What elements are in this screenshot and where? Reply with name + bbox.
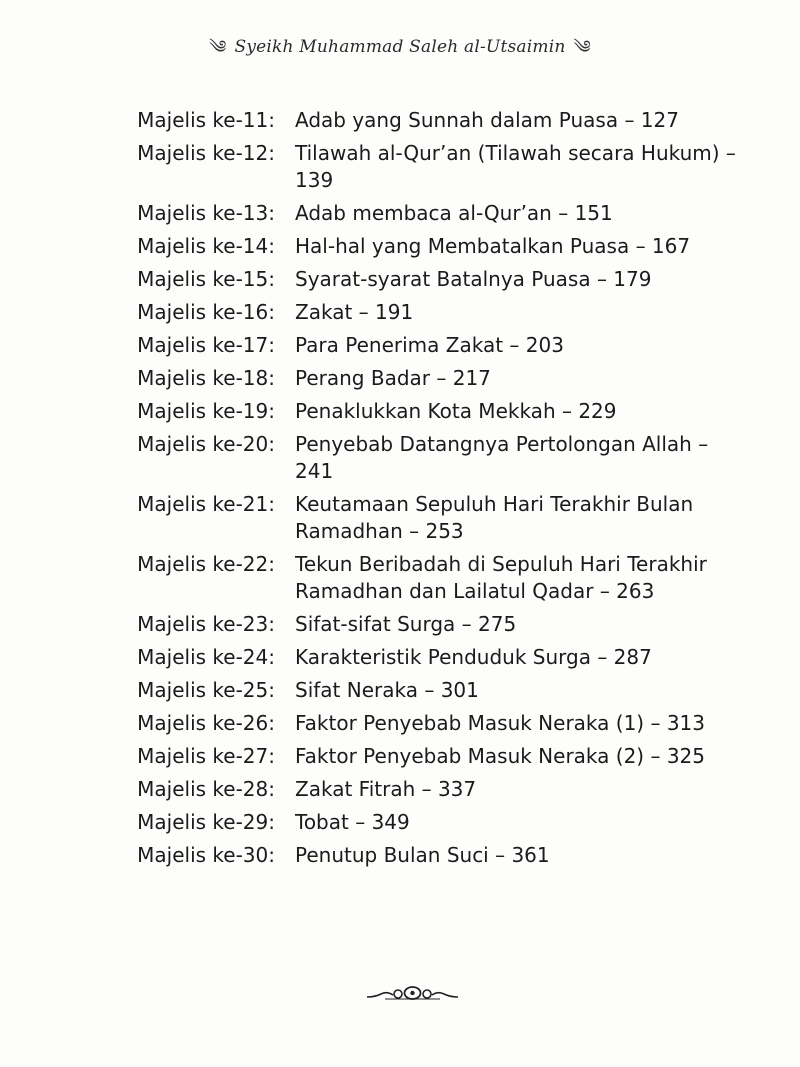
toc-entry-label: Majelis ke-27: [137,744,275,768]
toc-entry-title: Tobat – 349 [295,810,410,834]
toc-entry-label: Majelis ke-30: [137,843,275,867]
toc-entry-title: Para Penerima Zakat – 203 [295,333,564,357]
toc-entry-title: Adab membaca al-Qur’an – 151 [295,201,613,225]
running-header [0,28,800,78]
toc-entry-title: Penutup Bulan Suci – 361 [295,843,550,867]
toc-entry-title: Faktor Penyebab Masuk Neraka (2) – 325 [295,744,705,768]
toc-entry [100,365,740,392]
toc-entry [100,398,740,425]
toc-entry-label: Majelis ke-22: [137,552,275,576]
toc-entry-label: Majelis ke-28: [137,777,275,801]
toc-entry [100,677,740,704]
toc-entry [100,140,740,194]
toc-entry [100,611,740,638]
toc-entry-label: Majelis ke-29: [137,810,275,834]
toc-entry-title: Tilawah al-Qur’an (Tilawah secara Hukum) – 139 [295,141,736,192]
toc-entry-title: Zakat Fitrah – 337 [295,777,477,801]
toc-entry-label: Majelis ke-18: [137,366,275,390]
toc-entry [100,551,740,605]
toc-entry [100,644,740,671]
toc-entry [100,710,740,737]
toc-entry-label: Majelis ke-12: [137,141,275,165]
toc-entry-label: Majelis ke-14: [137,234,275,258]
toc-entry [100,809,740,836]
toc-entry [100,491,740,545]
toc-entry [100,431,740,485]
toc-entry-title: Sifat-sifat Surga – 275 [295,612,517,636]
toc-entry [100,743,740,770]
toc-entry-label: Majelis ke-15: [137,267,275,291]
toc-entry-label: Majelis ke-26: [137,711,275,735]
toc-entry-title: Hal-hal yang Membatalkan Puasa – 167 [295,234,691,258]
header-author: Syeikh Muhammad Saleh al-Utsaimin [234,37,566,57]
toc-entry-title: Adab yang Sunnah dalam Puasa – 127 [295,108,679,132]
table-of-contents [100,107,740,875]
toc-entry-title: Faktor Penyebab Masuk Neraka (1) – 313 [295,711,705,735]
toc-entry [100,842,740,869]
toc-entry-label: Majelis ke-16: [137,300,275,324]
toc-entry [100,776,740,803]
toc-entry [100,107,740,134]
toc-entry [100,266,740,293]
toc-entry [100,233,740,260]
toc-entry-label: Majelis ke-25: [137,678,275,702]
toc-entry-label: Majelis ke-21: [137,492,275,516]
toc-entry-title: Syarat-syarat Batalnya Puasa – 179 [295,267,652,291]
toc-entry-label: Majelis ke-20: [137,432,275,456]
toc-entry-label: Majelis ke-19: [137,399,275,423]
toc-entry-title: Tekun Beribadah di Sepuluh Hari Terakhir Ramadhan dan Lailatul Qadar – 263 [295,552,707,603]
toc-entry-title: Zakat – 191 [295,300,414,324]
toc-entry [100,332,740,359]
toc-entry-label: Majelis ke-17: [137,333,275,357]
toc-entry-label: Majelis ke-23: [137,612,275,636]
toc-entry-title: Sifat Neraka – 301 [295,678,479,702]
swirl-ornament-left-icon: ༄ [209,37,227,58]
toc-entry-title: Karakteristik Penduduk Surga – 287 [295,645,652,669]
toc-entry-title: Keutamaan Sepuluh Hari Terakhir Bulan Ramadhan – 253 [295,492,694,543]
toc-entry [100,200,740,227]
decorative-divider-icon [365,982,460,1004]
toc-entry-label: Majelis ke-24: [137,645,275,669]
toc-entry [100,299,740,326]
toc-entry-title: Perang Badar – 217 [295,366,491,390]
toc-entry-title: Penaklukkan Kota Mekkah – 229 [295,399,617,423]
toc-entry-label: Majelis ke-13: [137,201,275,225]
toc-entry-title: Penyebab Datangnya Pertolongan Allah – 241 [295,432,709,483]
swirl-ornament-right-icon: ༄ [573,37,591,58]
toc-entry-label: Majelis ke-11: [137,108,275,132]
